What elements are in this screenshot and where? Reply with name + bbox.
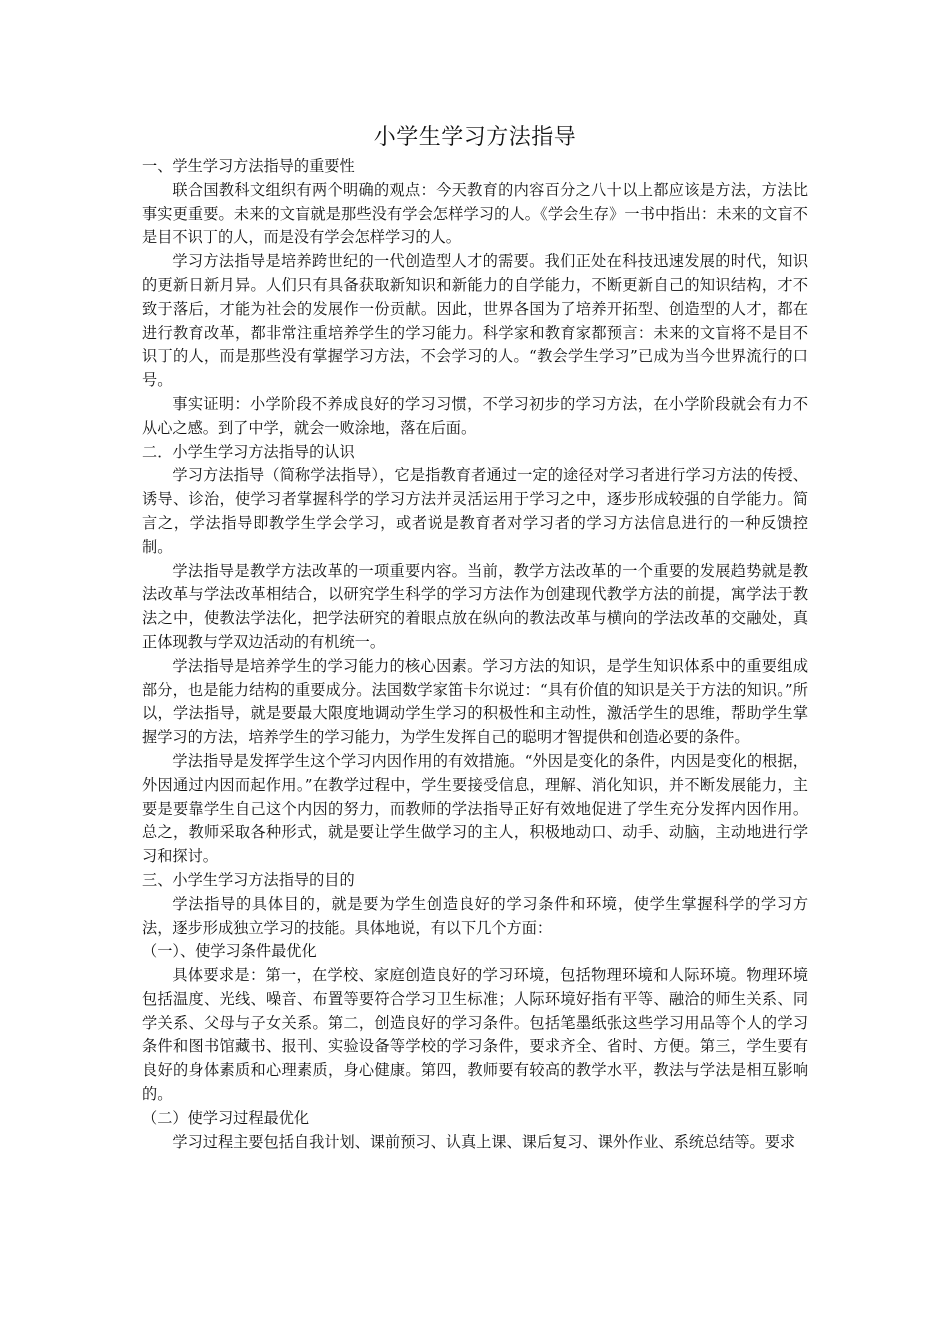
- section-heading-2: 二．小学生学习方法指导的认识: [142, 442, 355, 461]
- section-heading-1: 一、学生学习方法指导的重要性: [142, 157, 355, 175]
- document-body: [142, 123, 808, 1154]
- subsection-heading-1: （一）、使学习条件最优化: [142, 942, 317, 961]
- paragraph: 学习方法指导是培养跨世纪的一代创造型人才的需要。我们正处在科技迅速发展的时代，知识的更新日新月异。人们只有具备获取新知识和新能力的自学能力，不断更新自己的知识结构，才不致于落后，才能为社会的发展作一份贡献。因此，世界各国为了培养开拓型、创造型的人才，都在进行教育改革，都非常注重培养学生的学习能力。科学家和教育家都预言：未来的文盲将不是目不识丁的人，而是那些没有掌握学习方法，不会学习的人。“教会学生学习”已成为当今世界流行的口号。: [142, 252, 808, 390]
- paragraph: 学法指导是培养学生的学习能力的核心因素。学习方法的知识，是学生知识体系中的重要组成部分，也是能力结构的重要成分。法国数学家笛卡尔说过：“具有价值的知识是关于方法的知识。”所以，学法指导，就是要最大限度地调动学生学习的积极性和主动性，激活学生的思维，帮助学生掌握学习的方法，培养学生的学习能力，为学生发挥自己的聪明才智提供和创造必要的条件。: [142, 656, 808, 747]
- document-title: 小学生学习方法指导: [373, 125, 577, 150]
- paragraph: 学法指导是发挥学生这个学习内因作用的有效措施。“外因是变化的条件，内因是变化的根据，外因通过内因而起作用。”在教学过程中，学生要接受信息，理解、消化知识，并不断发展能力，主要是要靠学生自己这个内因的努力，而教师的学法指导正好有效地促进了学生充分发挥内因作用。总之，教师采取各种形式，就是要让学生做学习的主人，积极地动口、动手、动脑，主动地进行学习和探讨。: [142, 751, 808, 866]
- paragraph: 学习过程主要包括自我计划、课前预习、认真上课、课后复习、课外作业、系统总结等。要求: [172, 1132, 796, 1151]
- subsection-heading-2: （二）使学习过程最优化: [142, 1108, 310, 1127]
- section-heading-3: 三、小学生学习方法指导的目的: [142, 870, 355, 889]
- paragraph: 学习方法指导（简称学法指导），它是指教育者通过一定的途径对学习者进行学习方法的传授、诱导、诊治，使学习者掌握科学的学习方法并灵活运用于学习之中，逐步形成较强的自学能力。简言之，学法指导即教学生学会学习，或者说是教育者对学习者的学习方法信息进行的一种反馈控制。: [142, 466, 808, 556]
- paragraph: 学法指导是教学方法改革的一项重要内容。当前，教学方法改革的一个重要的发展趋势就是教法改革与学法改革相结合，以研究学生科学的学习方法作为创建现代教学方法的前提，寓学法于教法之中，使教法学法化，把学法研究的着眼点放在纵向的教法改革与横向的学法改革的交融处，真正体现教与学双边活动的有机统一。: [142, 561, 808, 651]
- paragraph: 联合国教科文组织有两个明确的观点：今天教育的内容百分之八十以上都应该是方法，方法比事实更重要。未来的文盲就是那些没有学会怎样学习的人。《学会生存》一书中指出：未来的文盲不是目不识丁的人，而是没有学会怎样学习的人。: [142, 180, 808, 247]
- paragraph: 事实证明：小学阶段不养成良好的学习习惯，不学习初步的学习方法，在小学阶段就会有力不从心之感。到了中学，就会一败涂地，落在后面。: [142, 394, 808, 437]
- paragraph: 具体要求是：第一，在学校、家庭创造良好的学习环境，包括物理环境和人际环境。物理环境包括温度、光线、噪音、布置等要符合学习卫生标准；人际环境好指有平等、融洽的师生关系、同学关系、父母与子女关系。第二，创造良好的学习条件。包括笔墨纸张这些学习用品等个人的学习条件和图书馆藏书、报刊、实验设备等学校的学习条件，要求齐全、省时、方便。第三，学生要有良好的身体素质和心理素质，身心健康。第四，教师要有较高的教学水平，教法与学法是相互影响的。: [142, 966, 808, 1104]
- paragraph: 学法指导的具体目的，就是要为学生创造良好的学习条件和环境，使学生掌握科学的学习方法，逐步形成独立学习的技能。具体地说，有以下几个方面：: [142, 894, 808, 937]
